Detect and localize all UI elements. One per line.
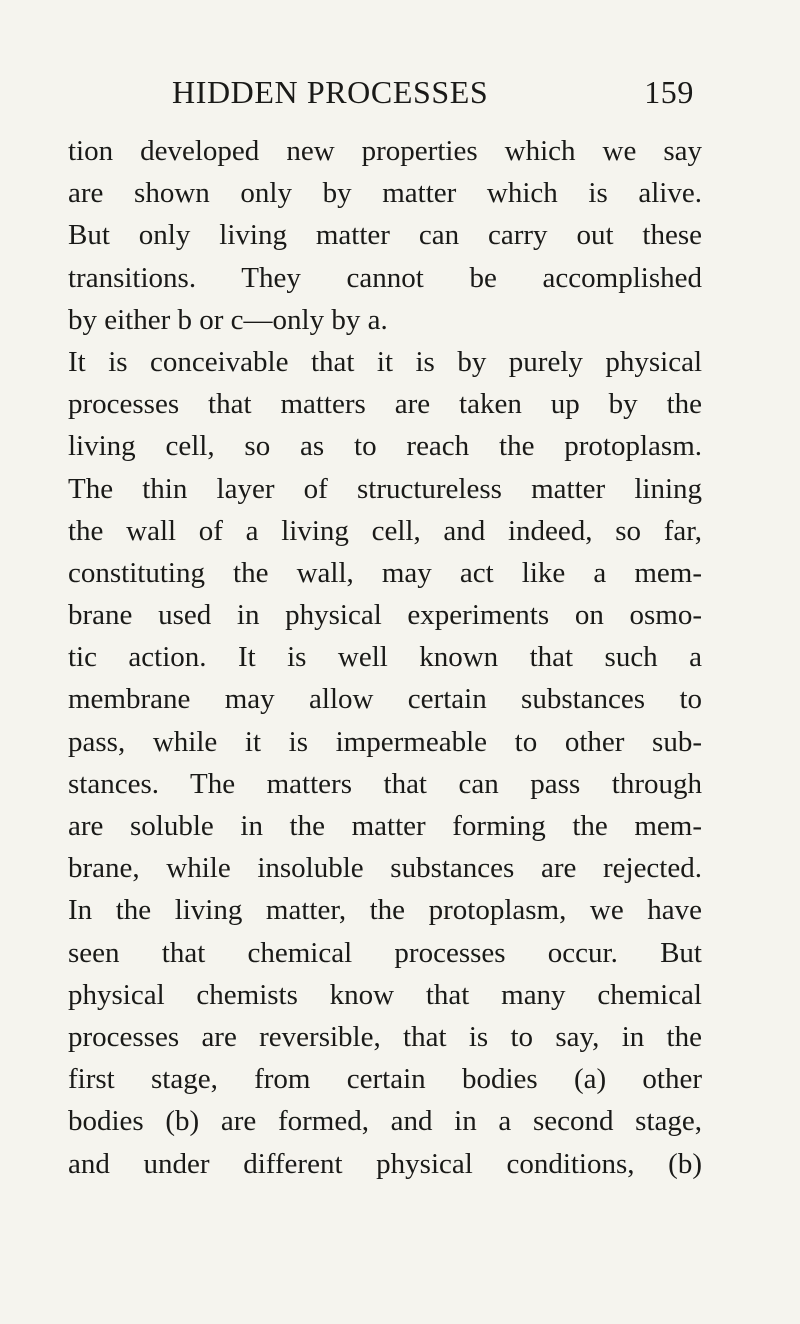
text-line: the wall of a living cell, and indeed, so far, bbox=[68, 514, 702, 547]
text-line: transitions. They cannot be accomplished bbox=[68, 261, 702, 294]
text-line: processes are reversible, that is to say, in the bbox=[68, 1020, 702, 1053]
text-line: living cell, so as to reach the protoplasm. bbox=[68, 430, 702, 463]
text-line: processes that matters are taken up by the bbox=[68, 388, 702, 421]
text-line: pass, while it is impermeable to other sub- bbox=[68, 725, 702, 758]
text-line: seen that chemical processes occur. But bbox=[68, 936, 702, 969]
body-text bbox=[68, 130, 702, 1185]
text-line: and under different physical conditions, (b) bbox=[68, 1147, 702, 1180]
page-header bbox=[0, 70, 800, 114]
text-line: first stage, from certain bodies (a) other bbox=[68, 1063, 702, 1096]
text-line: It is conceivable that it is by purely physical bbox=[68, 345, 702, 378]
text-line: constituting the wall, may act like a mem- bbox=[68, 556, 702, 589]
text-line: brane, while insoluble substances are rejected. bbox=[68, 852, 702, 885]
text-line: bodies (b) are formed, and in a second stage, bbox=[68, 1105, 702, 1138]
text-line: tic action. It is well known that such a bbox=[68, 641, 702, 674]
text-line: But only living matter can carry out these bbox=[68, 219, 702, 252]
running-head: HIDDEN PROCESSES bbox=[172, 74, 489, 110]
text-line: brane used in physical experiments on osmo- bbox=[68, 599, 702, 632]
text-line: In the living matter, the protoplasm, we have bbox=[68, 894, 702, 927]
text-line: The thin layer of structureless matter lining bbox=[68, 472, 702, 505]
page-number: 159 bbox=[644, 74, 694, 110]
text-line: stances. The matters that can pass through bbox=[68, 767, 702, 800]
text-line: physical chemists know that many chemical bbox=[68, 978, 702, 1011]
text-line: membrane may allow certain substances to bbox=[68, 683, 702, 716]
text-line: are soluble in the matter forming the mem- bbox=[68, 810, 702, 842]
text-line: tion developed new properties which we say bbox=[68, 135, 702, 167]
text-line: are shown only by matter which is alive. bbox=[68, 177, 702, 210]
text-line: by either b or c—only by a. bbox=[68, 303, 388, 336]
